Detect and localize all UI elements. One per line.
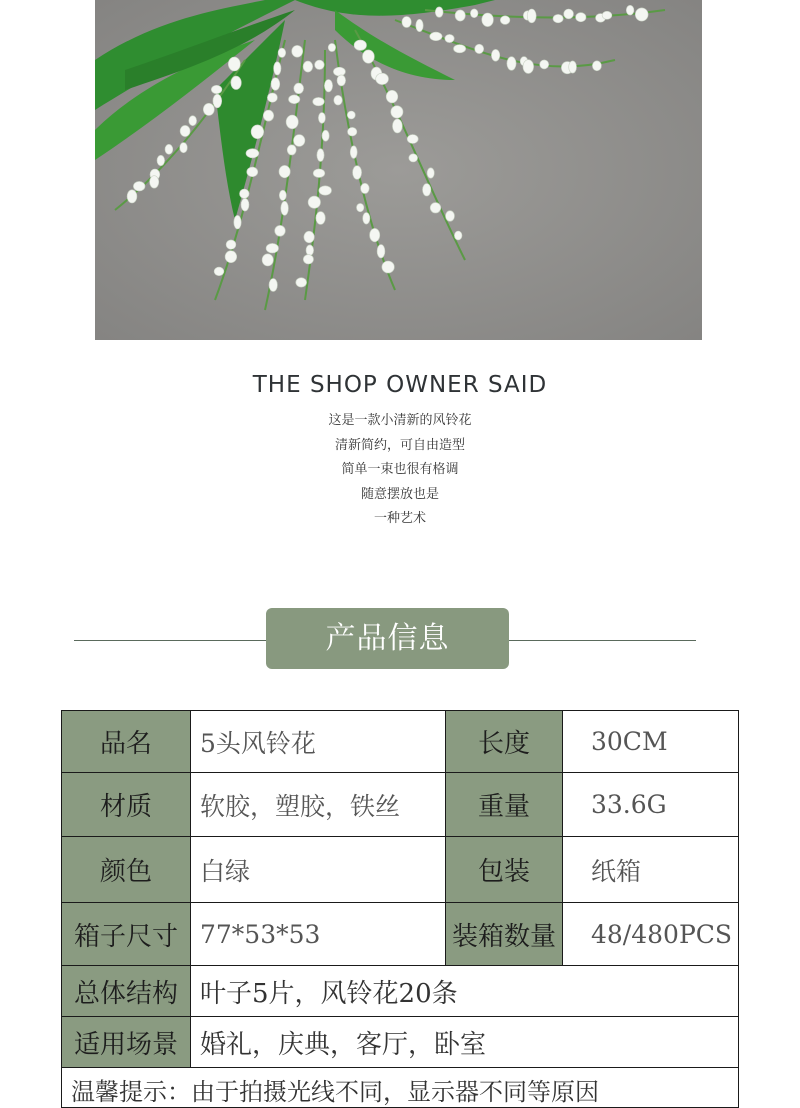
blossom	[377, 245, 385, 258]
blossom	[246, 149, 259, 158]
blossom	[234, 215, 241, 229]
blossom	[303, 255, 313, 264]
product-spec-table	[61, 710, 739, 1108]
blossom	[386, 90, 398, 103]
blossom	[271, 78, 280, 91]
blossom	[251, 125, 264, 139]
blossom	[296, 278, 307, 287]
blossom	[382, 261, 394, 273]
description-line: 清新简约，可自由造型	[334, 437, 465, 453]
shop-owner-title: THE SHOP OWNER SAID	[252, 372, 548, 398]
blossom	[289, 95, 300, 104]
blossom	[363, 50, 375, 63]
blossom	[278, 48, 286, 57]
blossom	[407, 135, 418, 144]
blossom	[269, 279, 277, 292]
description-line: 随意摆放也是	[360, 486, 439, 502]
blossom	[482, 13, 494, 27]
blossom	[470, 9, 478, 18]
blossom	[333, 67, 345, 76]
blossom	[267, 93, 277, 102]
blossom	[445, 34, 454, 42]
blossom	[337, 75, 346, 86]
spec-note-row	[62, 1068, 739, 1108]
blossom	[500, 16, 510, 25]
blossom	[313, 97, 325, 105]
spec-value: 5头风铃花	[191, 711, 446, 773]
blossom	[393, 119, 403, 133]
blossom	[416, 19, 423, 31]
blossom	[150, 176, 159, 188]
blossom	[228, 57, 240, 71]
blossom	[357, 203, 364, 211]
spec-row	[62, 903, 739, 966]
spec-value: 纸箱	[563, 837, 739, 903]
blossom	[279, 190, 286, 200]
blossom	[334, 95, 342, 105]
blossom	[454, 231, 462, 240]
blossom	[213, 94, 222, 108]
blossom	[391, 106, 403, 118]
blossom	[306, 245, 314, 256]
blossom	[294, 135, 305, 147]
spec-label: 装箱数量	[446, 903, 563, 966]
blossom	[318, 113, 325, 124]
blossom	[308, 196, 320, 208]
blossom	[626, 5, 634, 15]
blossom	[165, 144, 173, 154]
blossom	[569, 61, 577, 73]
spec-row	[62, 837, 739, 903]
blossom	[475, 44, 484, 53]
spec-note: 温馨提示：由于拍摄光线不同，显示器不同等原因	[62, 1068, 739, 1108]
blossom	[180, 143, 188, 153]
blossom	[286, 115, 298, 129]
blossom	[350, 146, 357, 159]
section-divider-left	[74, 640, 266, 641]
spec-row	[62, 773, 739, 837]
section-title-badge: 产品信息	[266, 608, 509, 669]
blossom	[240, 189, 250, 198]
blossom	[180, 125, 190, 136]
blossom	[430, 32, 442, 41]
description-line: 这是一款小清新的风铃花	[328, 413, 472, 428]
blossom	[354, 40, 366, 50]
blossom	[157, 155, 165, 165]
spec-value: 白绿	[191, 837, 446, 903]
blossom	[292, 45, 303, 57]
blossom	[423, 184, 431, 196]
description-line: 一种艺术	[373, 511, 426, 526]
section-divider-right	[509, 640, 696, 641]
blossom	[592, 61, 601, 71]
blossom	[409, 154, 418, 162]
spec-value: 婚礼，庆典，客厅，卧室	[191, 1017, 739, 1068]
spec-value: 48/480PCS	[563, 903, 739, 966]
blossom	[315, 60, 325, 69]
blossom	[435, 7, 443, 17]
shop-owner-description	[0, 409, 800, 532]
blossom	[241, 198, 249, 211]
blossom	[127, 190, 137, 203]
blossom	[402, 17, 411, 28]
blossom	[576, 13, 586, 22]
blossom	[317, 149, 324, 162]
blossom	[231, 76, 241, 89]
spec-label: 箱子尺寸	[62, 903, 191, 966]
blossom	[287, 145, 296, 155]
lily-of-the-valley-image	[95, 0, 702, 340]
blossom	[214, 267, 224, 276]
blossom	[324, 80, 332, 92]
blossom	[553, 14, 563, 22]
blossom	[454, 45, 466, 53]
blossom	[635, 8, 648, 21]
blossom	[247, 167, 258, 177]
blossom	[262, 254, 273, 266]
description-line: 简单一束也很有格调	[341, 462, 459, 477]
blossom	[361, 183, 370, 193]
blossom	[304, 231, 314, 243]
blossom	[322, 130, 329, 141]
blossom	[602, 11, 612, 19]
blossom	[328, 43, 335, 51]
spec-label: 品名	[62, 711, 191, 773]
spec-value: 30CM	[563, 711, 739, 773]
blossom	[275, 225, 286, 236]
blossom	[294, 83, 304, 94]
spec-label: 颜色	[62, 837, 191, 903]
blossom	[226, 240, 236, 249]
product-photo	[95, 0, 702, 340]
spec-label: 重量	[446, 773, 563, 837]
spec-value: 33.6G	[563, 773, 739, 837]
blossom	[491, 49, 499, 61]
spec-row-wide	[62, 1017, 739, 1068]
blossom	[203, 103, 214, 115]
blossom	[376, 73, 389, 84]
blossom	[540, 60, 549, 69]
spec-label: 总体结构	[62, 966, 191, 1017]
blossom	[348, 127, 357, 136]
blossom	[133, 181, 145, 191]
spec-value: 77*53*53	[191, 903, 446, 966]
spec-label: 适用场景	[62, 1017, 191, 1068]
blossom	[281, 201, 289, 215]
blossom	[266, 243, 278, 253]
blossom	[564, 9, 574, 19]
spec-label: 包装	[446, 837, 563, 903]
blossom	[427, 168, 434, 178]
blossom	[455, 10, 465, 21]
blossom	[430, 203, 441, 213]
blossom	[263, 110, 273, 121]
spec-value: 软胶，塑胶，铁丝	[191, 773, 446, 837]
blossom	[446, 211, 455, 222]
blossom	[189, 116, 197, 126]
spec-label: 长度	[446, 711, 563, 773]
spec-value: 叶子5片，风铃花20条	[191, 966, 739, 1017]
blossom	[319, 186, 332, 195]
spec-label: 材质	[62, 773, 191, 837]
blossom	[363, 213, 370, 225]
blossom	[353, 166, 362, 180]
blossom	[211, 85, 222, 93]
blossom	[507, 57, 516, 71]
blossom	[313, 169, 325, 178]
blossom	[523, 60, 534, 74]
blossom	[274, 62, 281, 75]
blossom	[303, 61, 313, 72]
blossom	[370, 228, 380, 241]
blossom	[347, 111, 355, 119]
blossom	[225, 251, 237, 263]
spec-row	[62, 711, 739, 773]
blossom	[279, 165, 290, 177]
spec-row-wide	[62, 966, 739, 1017]
blossom	[527, 9, 536, 23]
blossom	[316, 212, 325, 225]
